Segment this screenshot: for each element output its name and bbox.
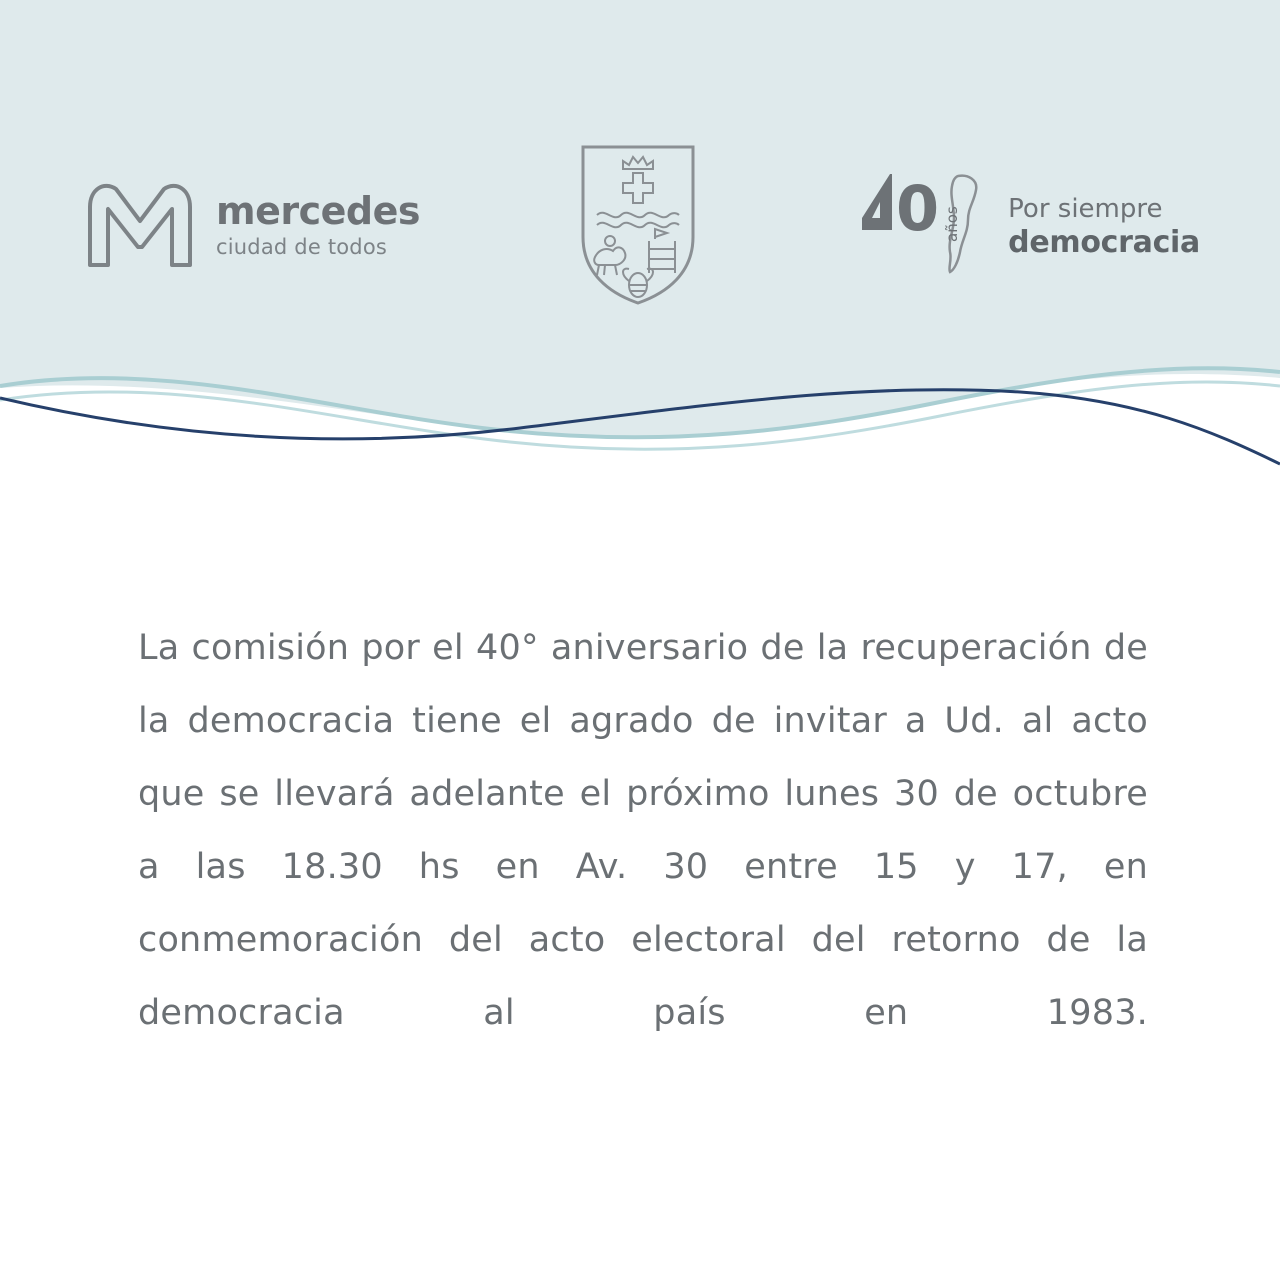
logo-row bbox=[0, 140, 1280, 310]
invitation-body-text: La comisión por el 40° aniversario de la recuperación de la democracia tiene el agrado de invitar a Ud. al acto que se llevará adelante el próximo lunes 30 de octubre a las 18.30 hs en Av. 30 entre 15 y 17, en conmemoración del acto electoral del retorno de la democracia al país en 1983. bbox=[138, 628, 1148, 1033]
svg-text:años: años bbox=[943, 206, 962, 242]
mercedes-logo bbox=[80, 173, 420, 277]
democracia-40-logo bbox=[856, 168, 1200, 282]
argentina-map-40-icon bbox=[856, 168, 996, 282]
mercedes-m-mark-icon bbox=[80, 173, 200, 277]
coat-of-arms-logo bbox=[563, 133, 713, 317]
mercedes-coat-of-arms-icon bbox=[563, 133, 713, 317]
democracia-logo-top-text: Por siempre bbox=[1008, 194, 1163, 224]
mercedes-logo-wordmark: mercedes bbox=[216, 189, 420, 233]
header-band bbox=[0, 0, 1280, 520]
svg-text:0: 0 bbox=[896, 172, 940, 245]
mercedes-logo-tagline: ciudad de todos bbox=[216, 235, 388, 259]
democracia-logo-bottom-text: democracia bbox=[1008, 225, 1200, 260]
header-wave-decoration bbox=[0, 320, 1280, 520]
